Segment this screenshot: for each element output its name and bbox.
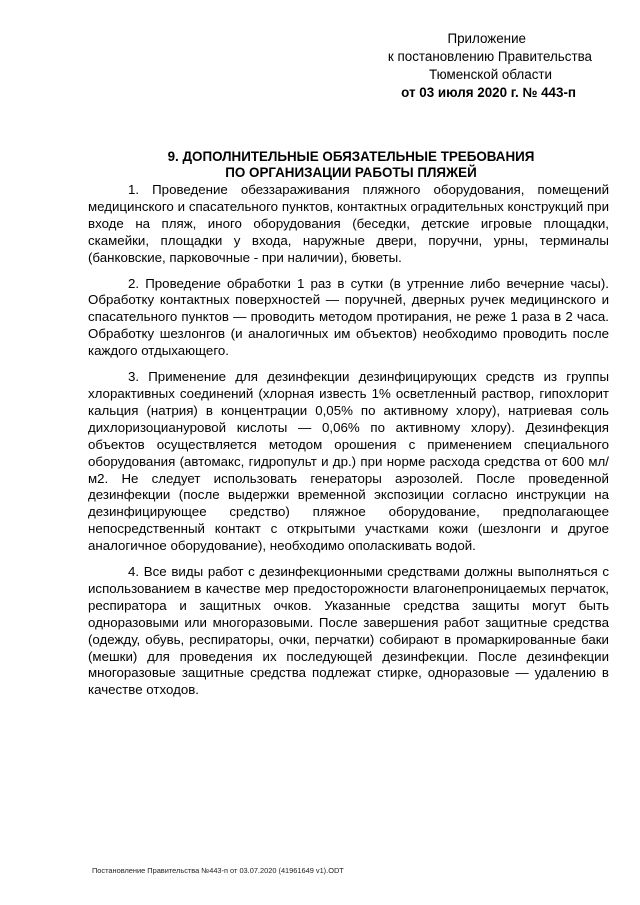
paragraph-4: 4. Все виды работ с дезинфекционными средствами должны выполняться с использованием в качестве мер предосторожности влагонепроницаемых перчаток, респиратора и защитных очков. Указанные средства защиты могут быть одноразовыми или многоразовыми. После завершения работ защитные средства (одежду, обувь, респираторы, очки, перчатки) собирают в промаркированные баки (мешки) для проведения их последующей дезинфекции. После дезинфекции многоразовые защитные средства подлежат стирке, одноразовые — удалению в качестве отходов. [88, 564, 609, 698]
paragraph-2: 2. Проведение обработки 1 раз в сутки (в утренние либо вечерние часы). Обработку контактных поверхностей — поручней, дверных ручек медицинского и спасательного пунктов — проводить методом протирания, не реже 1 раза в 2 часа. Обработку шезлонгов (и аналогичных им объектов) необходимо проводить после каждого отдыхающего. [88, 275, 609, 359]
section-title-line-2: ПО ОРГАНИЗАЦИИ РАБОТЫ ПЛЯЖЕЙ [225, 165, 477, 180]
document-body [88, 182, 609, 708]
appendix-label: Приложение [447, 31, 526, 46]
section-title-line-1: 9. ДОПОЛНИТЕЛЬНЫЕ ОБЯЗАТЕЛЬНЫЕ ТРЕБОВАНИЯ [167, 149, 535, 164]
document-footer: Постановление Правительства №443-п от 03.07.2020 (41961649 v1).ODT [92, 866, 344, 875]
section-title [88, 149, 614, 181]
paragraph-1: 1. Проведение обеззараживания пляжного оборудования, помещений медицинского и спасательного пунктов, контактных оградительных конструкций при входе на пляж, иного оборудования (беседки, детские игровые площадки, скамейки, площадки у входа, наружные двери, поручни, урны, терминалы (банковские, парковочные - при наличии), бюветы. [88, 182, 609, 265]
appendix-header [330, 30, 592, 102]
appendix-date-number: от 03 июля 2020 г. № 443-п [401, 85, 576, 100]
paragraph-3: 3. Применение для дезинфекции дезинфицирующих средств из группы хлорактивных соединений (хлорная известь 1% осветленный раствор, гипохлорит кальция (натрия) в концентрации 0,05% по активному хлору), натриевая соль дихлоризоциануровой кислоты — 0,06% по активному хлору). Дезинфекция объектов осуществляется методом орошения с применением специального оборудования (автомакс, гидропульт и др.) при норме расхода средства от 600 мл/м2. Не следует использовать генераторы аэрозолей. После проведенной дезинфекции (после выдержки временной экспозиции согласно инструкции на дезинфицирующее средство) пляжное оборудование, предполагающее непосредственный контакт с открытыми участками кожи (шезлонги и другое аналогичное оборудование), необходимо ополаскивать водой. [88, 369, 609, 554]
appendix-resolution-ref: к постановлению Правительства [387, 49, 592, 64]
appendix-region: Тюменской области [429, 67, 552, 82]
